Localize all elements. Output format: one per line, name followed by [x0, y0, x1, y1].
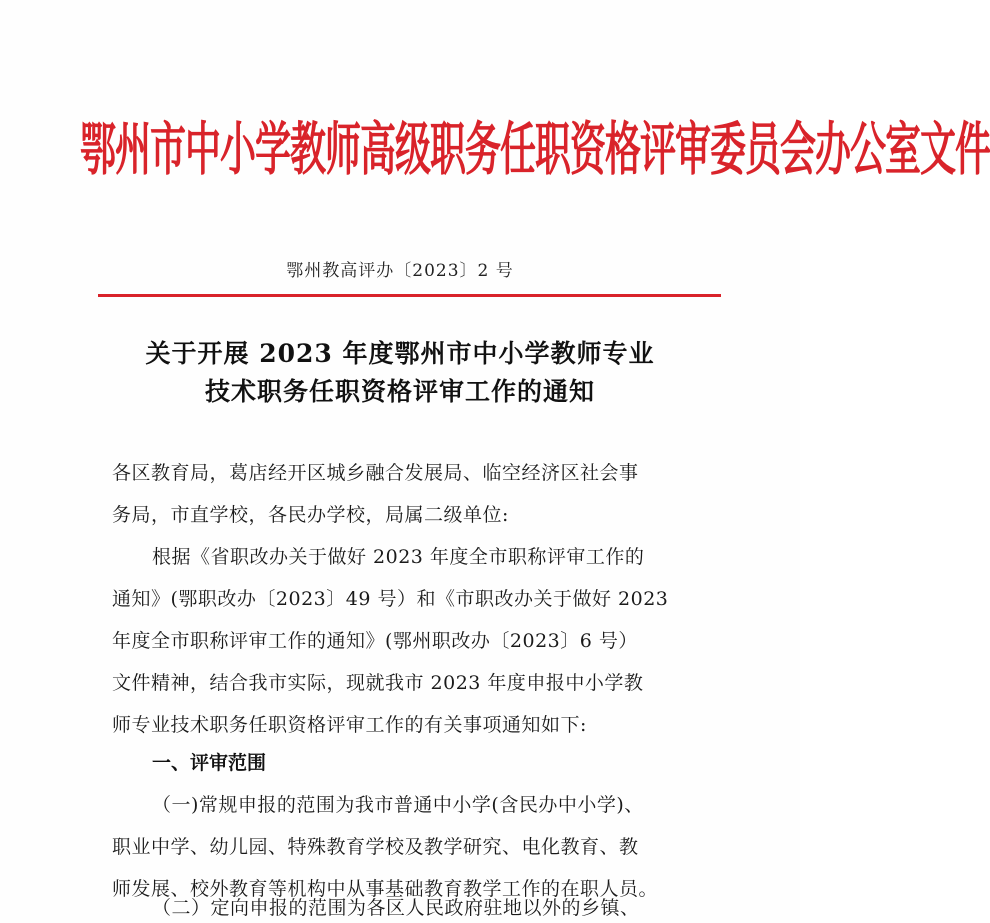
section-heading-scope: 一、评审范围: [152, 752, 267, 774]
notice-title-line-2: 技术职务任职资格评审工作的通知: [204, 377, 595, 406]
body-line-2: 务局，市直学校，各民办学校，局属二级单位:: [112, 504, 509, 526]
document-number: 鄂州教高评办〔2023〕2 号: [286, 261, 514, 281]
body-line-1: 各区教育局，葛店经开区城乡融合发展局、临空经济区社会事: [112, 462, 639, 484]
body-line-3: 根据《省职改办关于做好 2023 年度全市职称评审工作的: [152, 546, 645, 568]
body-line-6: 文件精神，结合我市实际，现就我市 2023 年度申报中小学教: [112, 672, 644, 694]
body-line-5: 年度全市职称评审工作的通知》(鄂州职改办〔2023〕6 号）: [112, 630, 638, 652]
section1-line-4: （二）定向申报的范围为各区人民政府驻地以外的乡镇、: [152, 897, 640, 919]
body-line-4: 通知》(鄂职改办〔2023〕49 号）和《市职改办关于做好 2023: [112, 588, 669, 610]
issuing-office-title: 鄂州市中小学教师高级职务任职资格评审委员会办公室文件: [80, 116, 990, 184]
red-divider-line: [98, 294, 721, 297]
section1-line-2: 职业中学、幼儿园、特殊教育学校及教学研究、电化教育、教: [112, 836, 639, 858]
section1-line-1: （一)常规申报的范围为我市普通中小学(含民办中小学)、: [152, 794, 644, 816]
section1-line-3: 师发展、校外教育等机构中从事基础教育教学工作的在职人员。: [112, 878, 659, 900]
notice-title-line-1: 关于开展 2023 年度鄂州市中小学教师专业: [145, 339, 655, 368]
body-line-7: 师专业技术职务任职资格评审工作的有关事项通知如下:: [112, 714, 587, 736]
